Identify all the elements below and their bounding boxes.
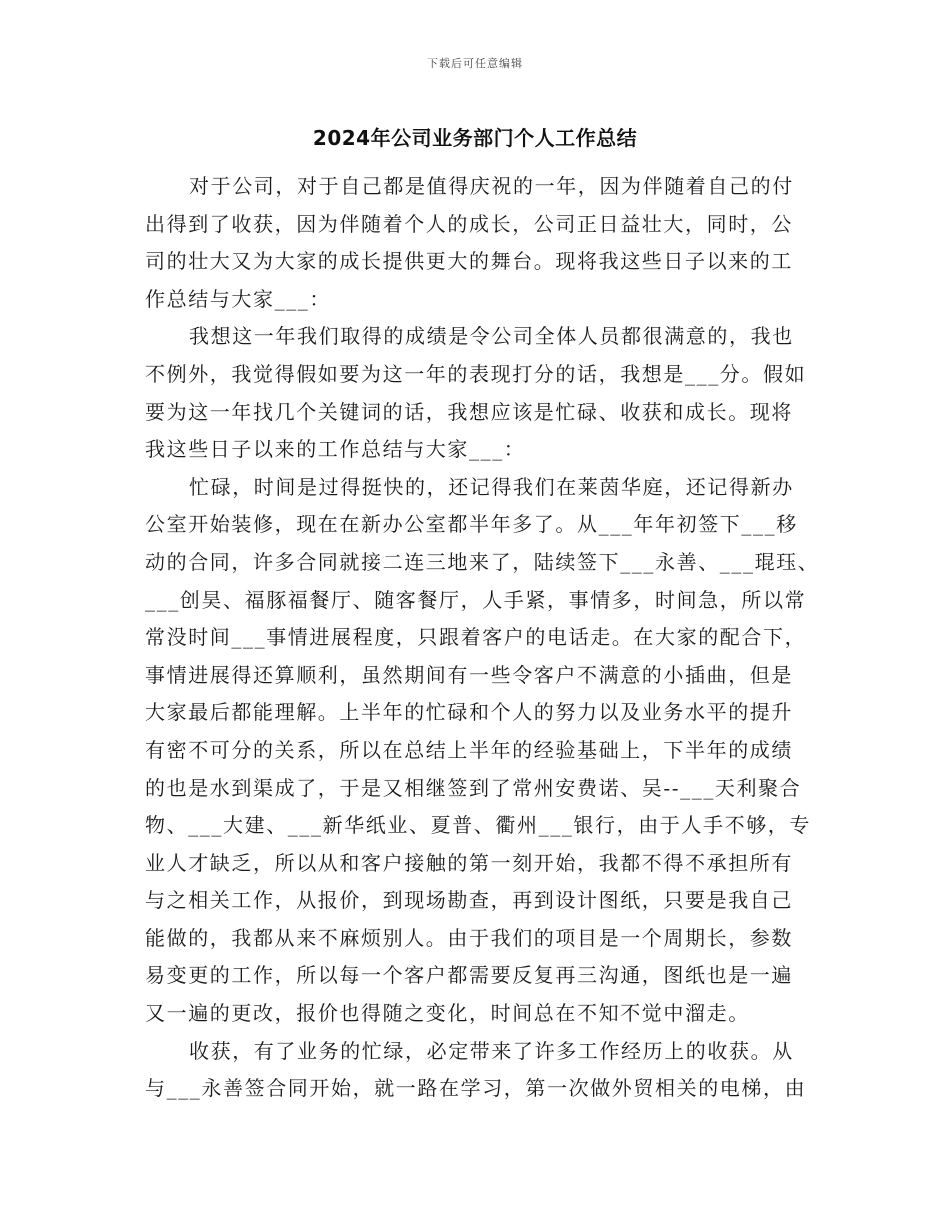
paragraph-line: ___创昊、福豚福餐厅、随客餐厅，人手紧，事情多，时间急，所以常 [145, 587, 807, 612]
paragraph-harvest [145, 1033, 815, 1108]
paragraph-line: 又一遍的更改，报价也得随之变化，时间总在不知不觉中溜走。 [145, 1001, 750, 1026]
paragraph-line: 与___永善签合同开始，就一路在学习，第一次做外贸相关的电梯，由 [145, 1076, 807, 1101]
paragraph-line: 物、___大建、___新华纸业、夏普、衢州___银行，由于人手不够，专 [145, 813, 811, 838]
paragraph-line: 有密不可分的关系，所以在总结上半年的经验基础上，下半年的成绩 [145, 737, 793, 762]
paragraph-busy [145, 469, 820, 1033]
header-note: 下载后可任意编辑 [427, 57, 523, 70]
paragraph-line: 我这些日子以来的工作总结与大家___： [145, 437, 526, 462]
paragraph-line: 公室开始装修，现在在新办公室都半年多了。从___年年初签下___移 [145, 512, 798, 537]
paragraph-line: 业人才缺乏，所以从和客户接触的第一刻开始，我都不得不承担所有 [145, 850, 793, 875]
document-body [145, 168, 820, 1108]
paragraph-intro [145, 168, 815, 318]
paragraph-line: 动的合同，许多合同就接二连三地来了，陆续签下___永善、___琨珏、 [145, 549, 820, 574]
paragraph-line: 作总结与大家___： [145, 286, 331, 311]
paragraph-line: 要为这一年找几个关键词的话，我想应该是忙碌、收获和成长。现将 [145, 399, 793, 424]
paragraph-line: 易变更的工作，所以每一个客户都需要反复再三沟通，图纸也是一遍 [145, 963, 793, 988]
paragraph-line: 能做的，我都从来不麻烦别人。由于我们的项目是一个周期长，参数 [145, 925, 793, 950]
paragraph-line: 常没时间___事情进展程度，只跟着客户的电话走。在大家的配合下， [145, 625, 807, 650]
paragraph-line: 事情进展得还算顺利，虽然期间有一些令客户不满意的小插曲，但是 [145, 662, 793, 687]
paragraph-line: 不例外，我觉得假如要为这一年的表现打分的话，我想是___分。假如 [145, 361, 807, 386]
paragraph-line: 与之相关工作，从报价，到现场勘查，再到设计图纸，只要是我自己 [145, 888, 793, 913]
paragraph-achievement [145, 318, 815, 468]
paragraph-line: 的也是水到渠成了，于是又相继签到了常州安费诺、吴--___天利聚合 [145, 775, 802, 800]
paragraph-line: 我想这一年我们取得的成绩是令公司全体人员都很满意的，我也 [189, 324, 794, 349]
paragraph-line: 忙碌，时间是过得挺快的，还记得我们在莱茵华庭，还记得新办 [189, 474, 794, 499]
paragraph-line: 对于公司，对于自己都是值得庆祝的一年，因为伴随着自己的付 [189, 174, 794, 198]
paragraph-line: 大家最后都能理解。上半年的忙碌和个人的努力以及业务水平的提升 [145, 700, 793, 725]
paragraph-line: 司的壮大又为大家的成长提供更大的舞台。现将我这些日子以来的工 [145, 249, 793, 274]
paragraph-line: 出得到了收获，因为伴随着个人的成长，公司正日益壮大，同时，公 [145, 211, 793, 236]
paragraph-line: 收获，有了业务的忙绿，必定带来了许多工作经历上的收获。从 [189, 1038, 794, 1063]
document-title: 2024年公司业务部门个人工作总结 [312, 126, 638, 150]
